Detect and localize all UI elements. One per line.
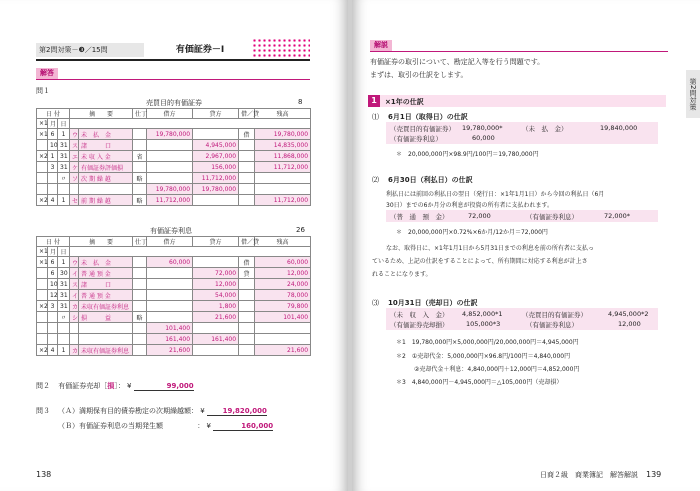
ledger-cell-m: 4 (48, 345, 58, 356)
ledger-cell-debit: 101,400 (147, 323, 193, 334)
ledger-row (37, 195, 311, 206)
question-3b-text: （Ｂ）有価証券利息の当期発生額 (58, 422, 163, 430)
ledger-cell-code: セ (70, 195, 79, 206)
col-journal: 仕丁 (133, 109, 147, 119)
question-3b-yen: ¥ (206, 422, 211, 430)
ledger-cell-d: 31 (58, 151, 70, 162)
ledger-cell-chk (133, 323, 147, 334)
ledger-cell-debit: 19,780,000 (147, 184, 193, 195)
ledger-cell-code: ウ (70, 129, 79, 140)
ledger-cell-d (58, 334, 70, 345)
ledger-row (37, 345, 311, 356)
ledger-cell-chk: 略 (133, 312, 147, 323)
ledger-cell-desc: 諸 口 (79, 279, 133, 290)
question-3a-answer: 19,820,000 (207, 407, 267, 416)
question-2 (36, 381, 194, 391)
s3-dr-amt-1: 4,852,000*1 (462, 310, 503, 318)
left-page (0, 0, 348, 491)
ledger-cell-d: 1 (58, 257, 70, 268)
ledger-cell-code: シ (70, 312, 79, 323)
s2-cr: （有価証券利息） (526, 213, 578, 221)
ledger-cell-code (70, 334, 79, 345)
ledger-cell-credit: 21,600 (193, 312, 239, 323)
ledger-row (37, 279, 311, 290)
s1-title: 6月1日（取得日）の仕訳 (388, 113, 468, 121)
ledger-cell-desc (79, 323, 133, 334)
ledger-cell-dc (239, 173, 255, 184)
question-2-close: ］： (114, 382, 125, 390)
col-year: ×1 (37, 247, 48, 257)
col-date: 日 付 (37, 109, 70, 119)
ledger-row (37, 173, 311, 184)
ledger-cell-dc (239, 345, 255, 356)
ledger-cell-credit: 19,780,000 (193, 184, 239, 195)
ledger-cell-credit (193, 129, 239, 140)
ledger-row (37, 323, 311, 334)
ledger-cell-y: ×2 (37, 151, 48, 162)
ledger-cell-debit: 60,000 (147, 257, 193, 268)
ledger-cell-dc: 借 (239, 129, 255, 140)
ledger-2-title: 有価証券利息 (150, 227, 192, 235)
ledger-row (37, 301, 311, 312)
ledger-cell-m (48, 184, 58, 195)
s1-dr-2: （有価証券利息） (390, 135, 442, 143)
col-month: 月 (48, 247, 58, 257)
ledger-cell-chk: 略 (133, 173, 147, 184)
page-number-right: 139 (646, 470, 662, 479)
col-dc: 借／貸 (239, 237, 255, 247)
ledger-cell-code: ス (70, 279, 79, 290)
ledger-cell-y (37, 173, 48, 184)
ledger-cell-m: 10 (48, 140, 58, 151)
ledger-1-body (37, 129, 311, 206)
ledger-row (37, 334, 311, 345)
col-day: 日 (58, 247, 70, 257)
dot-pattern-decoration (252, 38, 310, 60)
ledger-cell-code (70, 323, 79, 334)
s2-dr-amt: 72,000 (468, 212, 491, 220)
s2-para-1: 利払日には前回の利払日の翌日（発行日：×1年1月1日）から今回の利払日（6月 (386, 191, 605, 198)
s2-label: ⑵ (372, 176, 379, 184)
ledger-cell-bal: 11,712,000 (255, 195, 311, 206)
ledger-cell-bal: 60,000 (255, 257, 311, 268)
ledger-cell-chk (133, 268, 147, 279)
ledger-cell-d (58, 323, 70, 334)
s3-cr-amt-1: 4,945,000*2 (608, 310, 649, 318)
question-2-answer: 99,000 (134, 382, 194, 391)
ledger-cell-bal: 19,780,000 (255, 129, 311, 140)
answer-tag: 解答 (36, 68, 58, 79)
ledger-2-body (37, 257, 311, 356)
s1-dr-amt-1: 19,780,000* (462, 124, 503, 132)
ledger-cell-code: ウ (70, 257, 79, 268)
ledger-row (37, 257, 311, 268)
col-description: 摘 要 (70, 237, 133, 247)
col-year: ×1 (37, 119, 48, 129)
ledger-cell-bal: 21,600 (255, 345, 311, 356)
ledger-cell-y (37, 334, 48, 345)
ledger-cell-bal: 12,000 (255, 268, 311, 279)
ledger-cell-credit (193, 345, 239, 356)
col-credit: 貸方 (193, 109, 239, 119)
ledger-cell-chk (133, 345, 147, 356)
ledger-1-table (36, 108, 311, 206)
ledger-cell-d: 〃 (58, 312, 70, 323)
ledger-cell-debit (147, 301, 193, 312)
col-description: 摘 要 (70, 109, 133, 119)
subheader-fill (70, 247, 311, 257)
ledger-cell-chk: 省 (133, 151, 147, 162)
ledger-cell-d: 31 (58, 301, 70, 312)
ledger-cell-y (37, 140, 48, 151)
s2-para-2: 30日）までの6か月分の利息が投資の所有者に支払われます。 (386, 202, 553, 209)
ledger-cell-credit (193, 257, 239, 268)
ledger-cell-desc: 有価証券評価損 (79, 162, 133, 173)
ledger-cell-desc: 未 収 入 金 (79, 151, 133, 162)
ledger-cell-y (37, 312, 48, 323)
s2-dr: （普 通 預 金） (390, 213, 449, 221)
ledger-cell-y (37, 162, 48, 173)
ledger-cell-dc (239, 151, 255, 162)
ledger-cell-dc (239, 301, 255, 312)
ledger-cell-desc: 前 期 繰 越 (79, 195, 133, 206)
side-index-tab: 第2問対策 (686, 70, 700, 118)
ledger-cell-debit (147, 140, 193, 151)
ledger-cell-bal: 79,800 (255, 301, 311, 312)
ledger-cell-m (48, 173, 58, 184)
ledger-cell-y: ×1 (37, 129, 48, 140)
ledger-cell-y: ×2 (37, 345, 48, 356)
s3-dr-2: （有価証券売却損） (390, 321, 449, 329)
s3-dr-amt-2: 105,000*3 (466, 320, 501, 328)
question-3b-colon: ： (197, 422, 205, 430)
col-debit: 借方 (147, 109, 193, 119)
ledger-cell-code: カ (70, 345, 79, 356)
ledger-cell-chk (133, 279, 147, 290)
ledger-2-page-number: 26 (296, 226, 305, 234)
s3-title: 10月31日（売却日）の仕訳 (388, 299, 478, 307)
s1-cr-1: （未 払 金） (522, 125, 568, 133)
ledger-cell-code: イ (70, 290, 79, 301)
ledger-cell-dc (239, 162, 255, 173)
ledger-row (37, 140, 311, 151)
ledger-2-subheader-row (37, 247, 311, 257)
ledger-cell-bal (255, 184, 311, 195)
ledger-cell-m: 6 (48, 268, 58, 279)
ledger-cell-y (37, 323, 48, 334)
ledger-cell-chk (133, 162, 147, 173)
ledger-cell-bal (255, 334, 311, 345)
s1-dr-amt-2: 60,000 (472, 134, 495, 142)
header-divider (36, 59, 310, 61)
ledger-cell-credit (193, 195, 239, 206)
s1-cr-amt-1: 19,840,000 (600, 124, 638, 132)
s2-para-4: ているため、上記の仕訳をすることによって、所有期間に対応する利息が計上さ (372, 258, 588, 265)
ledger-cell-d: 31 (58, 290, 70, 301)
ledger-cell-desc: 未収有価証券利息 (79, 301, 133, 312)
ledger-cell-bal: 11,868,000 (255, 151, 311, 162)
col-credit: 貸方 (193, 237, 239, 247)
ledger-cell-credit: 54,000 (193, 290, 239, 301)
ledger-cell-bal: 78,000 (255, 290, 311, 301)
s3-note-3: ②売却代金＋利息：4,840,000円＋12,000円＝4,852,000円 (414, 366, 580, 373)
s1-dr-1: （売買目的有価証券） (390, 125, 455, 133)
ledger-cell-d: 1 (58, 129, 70, 140)
ledger-cell-debit (147, 162, 193, 173)
ledger-cell-desc (79, 334, 133, 345)
ledger-1-page-number: 8 (298, 98, 303, 106)
s2-para-5: れることになります。 (372, 271, 432, 278)
ledger-cell-dc (239, 140, 255, 151)
ledger-cell-desc: 普 通 預 金 (79, 290, 133, 301)
ledger-cell-debit (147, 268, 193, 279)
answer-divider (36, 79, 310, 80)
ledger-cell-chk (133, 334, 147, 345)
ledger-row (37, 162, 311, 173)
s2-title: 6月30日（利払日）の仕訳 (388, 176, 473, 184)
ledger-cell-code (70, 184, 79, 195)
intro-line-2: まずは、取引の仕訳をします。 (370, 71, 468, 79)
ledger-cell-m: 3 (48, 301, 58, 312)
col-date: 日 付 (37, 237, 70, 247)
s3-note-2: ＊2 ①売却代金：5,000,000円×96.8円/100円＝4,840,000円 (396, 353, 571, 360)
ledger-cell-desc: 未収有価証券利息 (79, 345, 133, 356)
ledger-cell-chk: 略 (133, 195, 147, 206)
ledger-cell-dc (239, 290, 255, 301)
ledger-1-title: 売買目的有価証券 (146, 99, 202, 107)
ledger-cell-credit: 12,000 (193, 279, 239, 290)
col-debit: 借方 (147, 237, 193, 247)
ledger-cell-debit: 19,780,000 (147, 129, 193, 140)
question-3a (58, 406, 267, 416)
ledger-cell-m: 1 (48, 151, 58, 162)
ledger-row (37, 184, 311, 195)
ledger-cell-code: ケ (70, 162, 79, 173)
col-month: 月 (48, 119, 58, 129)
s3-label: ⑶ (372, 299, 379, 307)
ledger-cell-code: イ (70, 268, 79, 279)
ledger-cell-credit: 72,000 (193, 268, 239, 279)
page-number-left: 138 (36, 470, 52, 479)
ledger-cell-d: 31 (58, 140, 70, 151)
question-2-kind: 損 (107, 382, 115, 390)
ledger-cell-desc: 次 期 繰 越 (79, 173, 133, 184)
ledger-cell-debit (147, 312, 193, 323)
question-3a-yen: ¥ (200, 407, 205, 415)
ledger-cell-dc (239, 184, 255, 195)
s3-dr-1: （未 収 入 金） (390, 311, 449, 319)
ledger-cell-m (48, 334, 58, 345)
ledger-cell-m: 6 (48, 129, 58, 140)
page-title: 有価証券－Ⅰ (175, 45, 225, 55)
ledger-cell-desc (79, 184, 133, 195)
ledger-cell-y (37, 290, 48, 301)
ledger-cell-dc (239, 312, 255, 323)
ledger-row (37, 129, 311, 140)
explanation-divider (370, 51, 668, 52)
ledger-row (37, 290, 311, 301)
ledger-cell-m: 10 (48, 279, 58, 290)
col-balance: 残高 (255, 109, 311, 119)
ledger-2-header-row (37, 237, 311, 247)
s3-cr-1: （売買目的有価証券） (522, 311, 587, 319)
question-1-label: 問１ (36, 87, 50, 95)
ledger-cell-m: 12 (48, 290, 58, 301)
question-2-text: 有価証券売却［ (58, 382, 108, 390)
s2-para-3: なお、取得日に、×1年1月1日から5月31日までの利息を前の所有者に支払っ (386, 245, 594, 252)
ledger-cell-y: ×2 (37, 301, 48, 312)
ledger-cell-m: 3 (48, 162, 58, 173)
ledger-cell-credit: 4,945,000 (193, 140, 239, 151)
ledger-cell-bal (255, 173, 311, 184)
ledger-cell-credit: 11,712,000 (193, 173, 239, 184)
question-3-label: 問３ (36, 407, 50, 415)
s2-note: ＊ 20,000,000円×0.72%×6か月/12か月＝72,000円 (396, 229, 548, 236)
ledger-cell-desc: 諸 口 (79, 140, 133, 151)
question-3b (58, 421, 273, 431)
ledger-cell-d: 31 (58, 279, 70, 290)
s2-cr-amt: 72,000* (604, 212, 630, 220)
ledger-row (37, 151, 311, 162)
ledger-cell-d: 1 (58, 345, 70, 356)
ledger-cell-code: カ (70, 301, 79, 312)
footer-book-title: 日商２級 商業簿記 解答解説 (540, 471, 638, 479)
ledger-cell-desc: 損 益 (79, 312, 133, 323)
ledger-cell-bal: 11,712,000 (255, 162, 311, 173)
question-2-label: 問２ (36, 382, 50, 390)
ledger-cell-dc (239, 334, 255, 345)
ledger-cell-dc: 貸 (239, 268, 255, 279)
ledger-row (37, 312, 311, 323)
question-3a-text: （Ａ）満期保有目的債券勘定の次期繰越額： (58, 407, 198, 415)
ledger-cell-debit: 11,712,000 (147, 195, 193, 206)
ledger-row (37, 268, 311, 279)
section-1-title: ×1年の仕訳 (385, 98, 424, 106)
ledger-cell-credit: 2,967,000 (193, 151, 239, 162)
s3-note-1: ＊1 19,780,000円×5,000,000円/20,000,000円＝4,945,000円 (396, 339, 579, 346)
ledger-cell-desc: 未 払 金 (79, 257, 133, 268)
ledger-cell-y (37, 268, 48, 279)
ledger-cell-code: ス (70, 140, 79, 151)
ledger-cell-code: エ (70, 151, 79, 162)
ledger-cell-debit (147, 151, 193, 162)
col-day: 日 (58, 119, 70, 129)
ledger-cell-dc (239, 279, 255, 290)
ledger-cell-y (37, 184, 48, 195)
ledger-1-header-row (37, 109, 311, 119)
ledger-cell-dc (239, 323, 255, 334)
ledger-2-table (36, 236, 311, 356)
s3-cr-2: （有価証券利息） (526, 321, 578, 329)
s3-note-4: ＊3 4,840,000円－4,945,000円＝△105,000円（売却損） (396, 379, 563, 386)
intro-line-1: 有価証券の取引について、勘定記入等を行う問題です。 (370, 58, 545, 66)
section-label: 第2問対策－❸／15問 (36, 43, 144, 57)
ledger-cell-d: 〃 (58, 173, 70, 184)
section-1-number: 1 (368, 95, 380, 107)
ledger-cell-y (37, 279, 48, 290)
col-dc: 借／貸 (239, 109, 255, 119)
ledger-cell-bal (255, 323, 311, 334)
ledger-cell-chk (133, 290, 147, 301)
ledger-cell-dc (239, 195, 255, 206)
ledger-cell-bal: 101,400 (255, 312, 311, 323)
ledger-cell-debit (147, 290, 193, 301)
subheader-fill (70, 119, 311, 129)
ledger-1-subheader-row (37, 119, 311, 129)
s1-note: ＊ 20,000,000円×98.9円/100円＝19,780,000円 (396, 151, 539, 158)
question-2-yen: ¥ (126, 382, 132, 390)
ledger-cell-debit (147, 173, 193, 184)
ledger-cell-d: 31 (58, 162, 70, 173)
ledger-cell-credit: 161,400 (193, 334, 239, 345)
ledger-cell-desc: 未 払 金 (79, 129, 133, 140)
ledger-cell-m (48, 323, 58, 334)
ledger-cell-chk (133, 301, 147, 312)
col-journal: 仕丁 (133, 237, 147, 247)
ledger-cell-m (48, 312, 58, 323)
ledger-cell-credit: 1,800 (193, 301, 239, 312)
ledger-cell-chk (133, 184, 147, 195)
col-balance: 残高 (255, 237, 311, 247)
ledger-cell-chk (133, 129, 147, 140)
s1-label: ⑴ (372, 113, 379, 121)
ledger-cell-m: 4 (48, 195, 58, 206)
ledger-cell-d: 30 (58, 268, 70, 279)
ledger-cell-d: 1 (58, 195, 70, 206)
ledger-cell-y: ×2 (37, 195, 48, 206)
ledger-cell-d (58, 184, 70, 195)
ledger-cell-chk (133, 257, 147, 268)
question-3b-answer: 160,000 (213, 422, 273, 431)
ledger-cell-debit: 161,400 (147, 334, 193, 345)
ledger-cell-dc: 借 (239, 257, 255, 268)
ledger-cell-m: 6 (48, 257, 58, 268)
ledger-cell-chk (133, 140, 147, 151)
ledger-cell-y: ×1 (37, 257, 48, 268)
ledger-cell-credit: 156,000 (193, 162, 239, 173)
s3-cr-amt-2: 12,000 (618, 320, 641, 328)
ledger-cell-code: ソ (70, 173, 79, 184)
ledger-cell-desc: 普 通 預 金 (79, 268, 133, 279)
ledger-cell-debit (147, 279, 193, 290)
ledger-cell-credit (193, 323, 239, 334)
ledger-cell-bal: 24,000 (255, 279, 311, 290)
ledger-cell-debit: 21,600 (147, 345, 193, 356)
explanation-tag: 解説 (370, 40, 392, 51)
ledger-cell-bal: 14,835,000 (255, 140, 311, 151)
